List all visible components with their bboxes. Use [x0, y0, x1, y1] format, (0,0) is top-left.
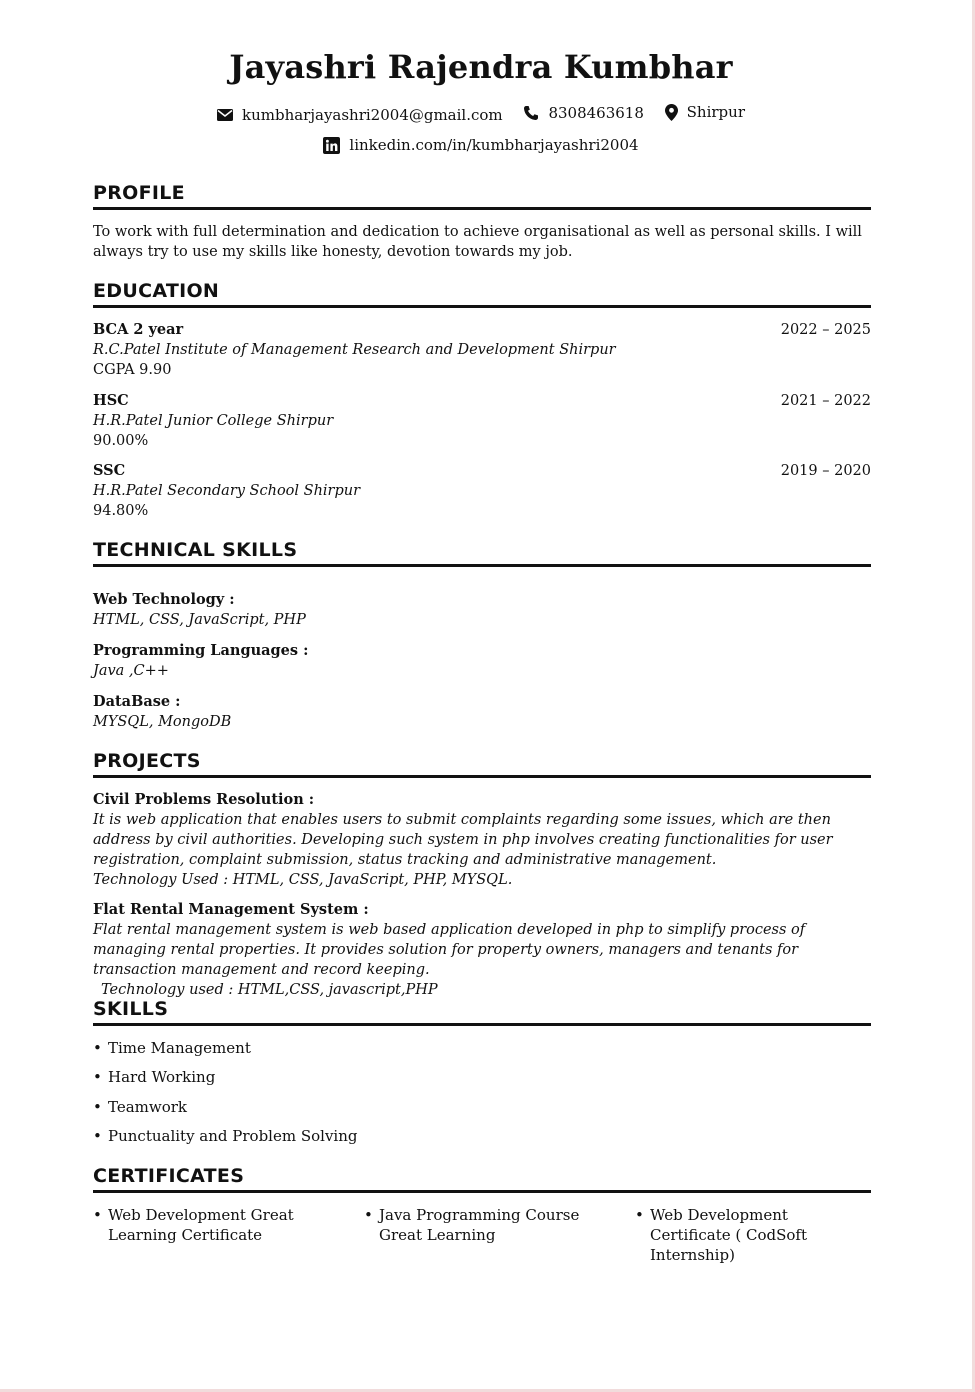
certificate-item: • Java Programming Course Great Learning	[364, 1205, 594, 1245]
envelope-icon	[217, 109, 233, 121]
skill-item: • Teamwork	[93, 1097, 693, 1126]
linkedin-row	[0, 136, 962, 158]
education-entry	[93, 461, 871, 521]
education-degree: HSC	[93, 392, 129, 409]
phone-text: 8308463618	[548, 103, 644, 122]
education-score: CGPA 9.90	[93, 362, 172, 378]
section-title-projects: PROJECTS	[93, 750, 871, 778]
education-degree: BCA 2 year	[93, 321, 184, 338]
tech-skill-value: HTML, CSS, JavaScript, PHP	[93, 612, 306, 628]
phone-item[interactable]	[523, 104, 643, 122]
education-entry	[93, 320, 871, 380]
email-text: kumbharjayashri2004@gmail.com	[242, 105, 503, 124]
linkedin-item[interactable]	[323, 136, 638, 154]
tech-skill-group	[93, 590, 871, 630]
section-title-skills: SKILLS	[93, 998, 871, 1026]
linkedin-text: linkedin.com/in/kumbharjayashri2004	[349, 136, 639, 154]
tech-skill-group	[93, 641, 871, 681]
project-entry	[93, 900, 871, 1000]
tech-skill-value: MYSQL, MongoDB	[93, 714, 232, 730]
education-years: 2022 – 2025	[780, 322, 871, 338]
candidate-name: Jayashri Rajendra Kumbhar	[229, 48, 733, 86]
education-institution: H.R.Patel Secondary School Shirpur	[93, 483, 361, 499]
education-score: 94.80%	[93, 503, 149, 519]
section-title-technical-skills: TECHNICAL SKILLS	[93, 539, 871, 567]
education-score: 90.00%	[93, 433, 149, 449]
map-pin-icon	[665, 104, 678, 121]
project-entry	[93, 790, 871, 890]
project-name: Civil Problems Resolution :	[93, 791, 315, 808]
education-degree: SSC	[93, 462, 126, 479]
tech-skill-label: Web Technology :	[93, 591, 235, 608]
skill-item: • Punctuality and Problem Solving	[93, 1126, 693, 1155]
certificate-item: • Web Development Great Learning Certificate	[93, 1205, 323, 1245]
education-entry	[93, 391, 871, 451]
section-title-profile: PROFILE	[93, 182, 871, 210]
section-title-certificates: CERTIFICATES	[93, 1165, 871, 1193]
skills-list	[93, 1038, 693, 1155]
certificate-item: • Web Development Certificate ( CodSoft Internship)	[635, 1205, 865, 1265]
project-name: Flat Rental Management System :	[93, 901, 369, 918]
location-text: Shirpur	[686, 103, 745, 121]
project-description: It is web application that enables users to submit complaints regarding some issues, which are then address by civil authorities. Developing such system in php involves creating functionalities for user registration, complaint submission, status tracking and administrative management.	[93, 812, 833, 868]
tech-skill-label: Programming Languages :	[93, 642, 309, 659]
profile-text: To work with full determination and dedication to achieve organisational as well as personal skills. I will always try to use my skills like honesty, devotion towards my job.	[93, 224, 862, 260]
location-item	[665, 103, 745, 121]
email-item[interactable]	[217, 106, 503, 124]
project-description: Flat rental management system is web based application developed in php to simplify process of managing rental properties. It provides solution for property owners, managers and tenants for transaction management and record keeping.	[93, 922, 806, 978]
tech-skill-label: DataBase :	[93, 693, 181, 710]
tech-skill-value: Java ,C++	[93, 663, 169, 679]
education-years: 2019 – 2020	[780, 463, 871, 479]
phone-icon	[523, 105, 539, 121]
contact-row	[0, 103, 962, 125]
section-title-education: EDUCATION	[93, 280, 871, 308]
education-years: 2021 – 2022	[780, 393, 871, 409]
skill-item: • Time Management	[93, 1038, 693, 1067]
education-institution: H.R.Patel Junior College Shirpur	[93, 413, 334, 429]
skill-item: • Hard Working	[93, 1067, 693, 1096]
education-institution: R.C.Patel Institute of Management Research and Development Shirpur	[93, 342, 616, 358]
tech-skill-group	[93, 692, 871, 732]
project-technology: Technology used : HTML,CSS, javascript,PHP	[101, 982, 438, 998]
linkedin-icon	[323, 137, 340, 154]
project-technology: Technology Used : HTML, CSS, JavaScript, PHP, MYSQL.	[93, 872, 513, 888]
